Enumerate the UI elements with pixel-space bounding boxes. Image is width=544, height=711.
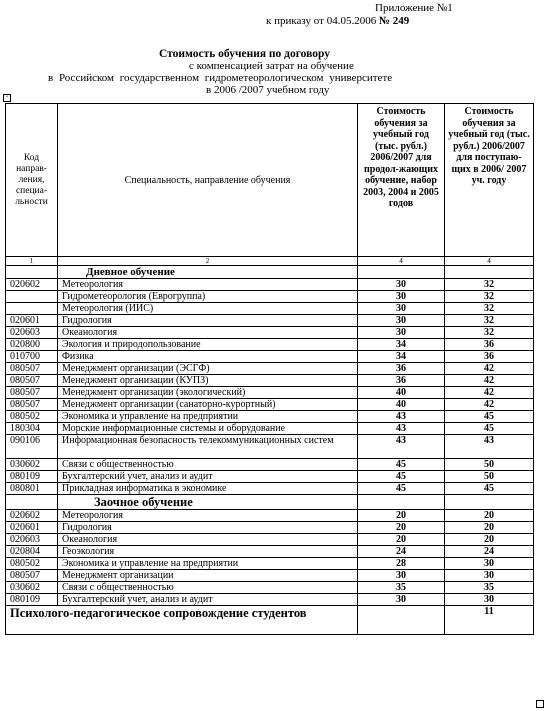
specialty-name: Океанология <box>58 534 358 546</box>
section-row <box>6 266 534 279</box>
cost-new: 42 <box>445 399 534 411</box>
specialty-code: 080502 <box>6 558 58 570</box>
specialty-code: 080507 <box>6 399 58 411</box>
section-title: Дневное обучение <box>58 266 358 279</box>
header-cost-new: Стоимость обучения за учебный год (тыс. рубл.) 2006/2007 для поступаю-щих в 2006/ 2007 уч. году <box>445 104 534 257</box>
cost-new: 30 <box>445 570 534 582</box>
specialty-name: Физика <box>58 351 358 363</box>
specialty-name: Менеджмент организации <box>58 570 358 582</box>
cost-continuing: 43 <box>358 435 445 459</box>
specialty-name: Метеорология (ИИС) <box>58 303 358 315</box>
appendix-header <box>0 2 544 28</box>
title-line-3: в Российском государственном гидрометеорологическом университете <box>48 72 393 84</box>
cost-new: 24 <box>445 546 534 558</box>
cost-continuing: 34 <box>358 351 445 363</box>
specialty-name: Океанология <box>58 327 358 339</box>
cost-new: 35 <box>445 582 534 594</box>
specialty-code: 090106 <box>6 435 58 459</box>
cost-new: 30 <box>445 558 534 570</box>
cost-continuing: 24 <box>358 546 445 558</box>
cost-continuing: 20 <box>358 534 445 546</box>
cost-continuing: 30 <box>358 327 445 339</box>
cost-continuing: 36 <box>358 375 445 387</box>
specialty-code: 030602 <box>6 459 58 471</box>
cost-new: 20 <box>445 522 534 534</box>
cost-continuing: 30 <box>358 291 445 303</box>
section-code-cell <box>6 266 58 279</box>
cost-continuing: 40 <box>358 387 445 399</box>
table-row <box>6 339 534 351</box>
final-row <box>6 606 534 635</box>
header-specialty: Специальность, направление обучения <box>58 104 358 257</box>
specialty-code: 080109 <box>6 471 58 483</box>
cost-continuing: 36 <box>358 363 445 375</box>
specialty-code: 020603 <box>6 534 58 546</box>
section-empty-cell <box>358 495 445 510</box>
specialty-code: 010700 <box>6 351 58 363</box>
cost-new: 20 <box>445 510 534 522</box>
table-row <box>6 423 534 435</box>
cost-continuing: 45 <box>358 471 445 483</box>
specialty-code: 080507 <box>6 570 58 582</box>
table-row <box>6 570 534 582</box>
table-move-handle-icon[interactable]: + <box>3 94 11 102</box>
specialty-name: Экономика и управление на предприятии <box>58 558 358 570</box>
header-cost-continuing: Стоимость обучения за учебный год (тыс. рубл.) 2006/2007 для продол-жающих обучение, набор 2003, 2004 и 2005 годов <box>358 104 445 257</box>
cost-new: 50 <box>445 459 534 471</box>
cost-new: 42 <box>445 387 534 399</box>
column-number: 4 <box>445 257 534 266</box>
table-row <box>6 387 534 399</box>
table-row <box>6 375 534 387</box>
cost-continuing: 20 <box>358 522 445 534</box>
table-row <box>6 303 534 315</box>
specialty-code <box>6 303 58 315</box>
table-row <box>6 546 534 558</box>
specialty-name: Метеорология <box>58 279 358 291</box>
cost-continuing: 45 <box>358 483 445 495</box>
cost-continuing: 34 <box>358 339 445 351</box>
cost-continuing: 40 <box>358 399 445 411</box>
cost-new: 42 <box>445 363 534 375</box>
section-code-cell <box>6 495 58 510</box>
appendix-title: Приложение №1 <box>375 2 453 14</box>
specialty-name: Информационная безопасность телекоммуникационных систем <box>58 435 358 459</box>
cost-continuing: 30 <box>358 570 445 582</box>
specialty-code: 080507 <box>6 363 58 375</box>
specialty-code: 080109 <box>6 594 58 606</box>
table-header-row <box>6 104 534 257</box>
cost-continuing <box>358 606 445 635</box>
specialty-code: 020602 <box>6 279 58 291</box>
cost-new: 36 <box>445 351 534 363</box>
cost-continuing: 30 <box>358 303 445 315</box>
cost-new: 43 <box>445 435 534 459</box>
table-row <box>6 483 534 495</box>
table-row <box>6 534 534 546</box>
table-row <box>6 582 534 594</box>
cost-new: 32 <box>445 279 534 291</box>
column-number: 1 <box>6 257 58 266</box>
table-row <box>6 291 534 303</box>
specialty-name: Геоэкология <box>58 546 358 558</box>
title-line-2: с компенсацией затрат на обучение <box>189 60 354 72</box>
order-reference <box>266 15 409 28</box>
cost-new: 20 <box>445 534 534 546</box>
table-row <box>6 411 534 423</box>
specialty-name: Экономика и управление на предприятии <box>58 411 358 423</box>
specialty-name: Гидрология <box>58 315 358 327</box>
specialty-name: Менеджмент организации (ЭСГФ) <box>58 363 358 375</box>
cost-new: 36 <box>445 339 534 351</box>
table-row <box>6 594 534 606</box>
cost-new: 45 <box>445 483 534 495</box>
cost-new: 32 <box>445 303 534 315</box>
specialty-code: 080801 <box>6 483 58 495</box>
specialty-name: Менеджмент организации (экологический) <box>58 387 358 399</box>
order-number: № 249 <box>378 15 410 27</box>
cost-new: 32 <box>445 315 534 327</box>
table-row <box>6 510 534 522</box>
specialty-code <box>6 291 58 303</box>
cost-new: 30 <box>445 594 534 606</box>
title-line-4: в 2006 /2007 учебном году <box>206 84 330 96</box>
specialty-code: 080507 <box>6 375 58 387</box>
header-code: Код направ-ления, специа-льности <box>6 104 58 257</box>
cost-new: 45 <box>445 411 534 423</box>
table-row <box>6 459 534 471</box>
title-line-1: Стоимость обучения по договору <box>159 48 331 60</box>
specialty-name: Менеджмент организации (КУПЗ) <box>58 375 358 387</box>
cost-new: 11 <box>445 606 534 635</box>
specialty-code: 020800 <box>6 339 58 351</box>
specialty-name: Связи с общественностью <box>58 582 358 594</box>
table-row <box>6 558 534 570</box>
specialty-code: 080507 <box>6 387 58 399</box>
specialty-name: Морские информационные системы и оборудование <box>58 423 358 435</box>
column-number: 4 <box>358 257 445 266</box>
specialty-code: 030602 <box>6 582 58 594</box>
table-row <box>6 363 534 375</box>
specialty-code: 020602 <box>6 510 58 522</box>
specialty-code: 080502 <box>6 411 58 423</box>
table-row <box>6 315 534 327</box>
specialty-code: 020804 <box>6 546 58 558</box>
specialty-code: 180304 <box>6 423 58 435</box>
table-row <box>6 351 534 363</box>
cost-new: 45 <box>445 423 534 435</box>
specialty-name: Связи с общественностью <box>58 459 358 471</box>
specialty-name: Бухгалтерский учет, анализ и аудит <box>58 471 358 483</box>
specialty-name: Прикладная информатика в экономике <box>58 483 358 495</box>
tuition-table <box>5 103 534 635</box>
table-resize-handle-icon[interactable] <box>536 700 544 708</box>
specialty-code: 020601 <box>6 315 58 327</box>
specialty-name: Экология и природопользование <box>58 339 358 351</box>
cost-continuing: 20 <box>358 510 445 522</box>
cost-continuing: 45 <box>358 459 445 471</box>
cost-new: 50 <box>445 471 534 483</box>
cost-continuing: 30 <box>358 279 445 291</box>
section-empty-cell <box>445 495 534 510</box>
table-row <box>6 327 534 339</box>
specialty-name: Гидрология <box>58 522 358 534</box>
specialty-code: 020603 <box>6 327 58 339</box>
section-empty-cell <box>358 266 445 279</box>
table-row <box>6 435 534 459</box>
cost-continuing: 43 <box>358 423 445 435</box>
cost-continuing: 30 <box>358 594 445 606</box>
specialty-name: Менеджмент организации (санаторно-курортный) <box>58 399 358 411</box>
column-number: 2 <box>58 257 358 266</box>
final-row-title: Психолого-педагогическое сопровождение студентов <box>6 606 358 635</box>
cost-continuing: 30 <box>358 315 445 327</box>
table-row <box>6 279 534 291</box>
table-row <box>6 522 534 534</box>
cost-new: 32 <box>445 327 534 339</box>
cost-continuing: 28 <box>358 558 445 570</box>
table-row <box>6 399 534 411</box>
cost-continuing: 35 <box>358 582 445 594</box>
section-empty-cell <box>445 266 534 279</box>
order-date-text: к приказу от 04.05.2006 <box>266 15 377 27</box>
specialty-name: Бухгалтерский учет, анализ и аудит <box>58 594 358 606</box>
cost-new: 42 <box>445 375 534 387</box>
specialty-name: Гидрометеорология (Еврогруппа) <box>58 291 358 303</box>
table-row <box>6 471 534 483</box>
section-title: Заочное обучение <box>58 495 358 510</box>
specialty-name: Метеорология <box>58 510 358 522</box>
column-number-row <box>6 257 534 266</box>
cost-new: 32 <box>445 291 534 303</box>
cost-continuing: 43 <box>358 411 445 423</box>
specialty-code: 020601 <box>6 522 58 534</box>
section-row <box>6 495 534 510</box>
